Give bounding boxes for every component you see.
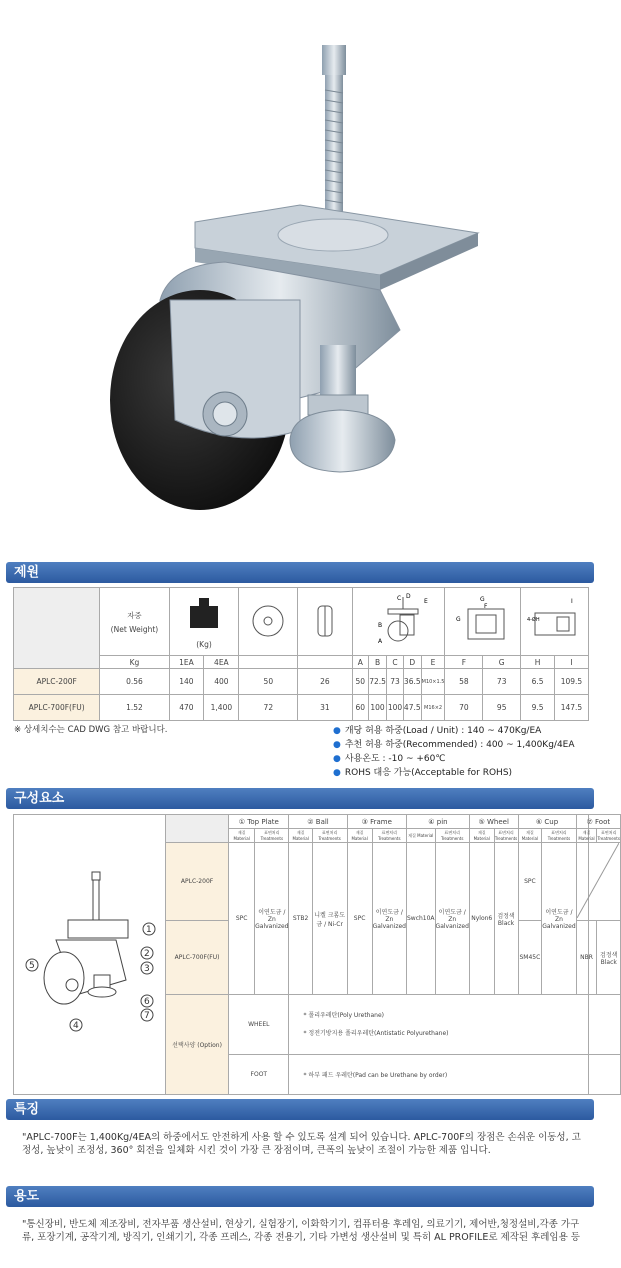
- dim-a: A: [352, 656, 369, 669]
- cell-e: M10×1.5: [421, 669, 445, 695]
- cell-b: 100: [369, 695, 387, 721]
- section-title-spec: 제원: [6, 562, 594, 583]
- cell-4ea: 400: [204, 669, 239, 695]
- unit-1ea: 1EA: [169, 656, 204, 669]
- dim-b: B: [369, 656, 387, 669]
- treatment-header: 표면처리 Treatments: [494, 830, 518, 841]
- cell-wheel: 50: [239, 669, 298, 695]
- cell-foot-treatment: 검정색 Black: [597, 921, 621, 995]
- unit-width-blank: [298, 656, 352, 669]
- wheel-side-icon: [310, 601, 340, 641]
- cell-cup-material-200: SPC: [518, 843, 542, 921]
- part-header: ⑦ Foot: [576, 815, 620, 829]
- diagram-label-b: B: [378, 621, 383, 629]
- cell-kg: 0.56: [100, 669, 169, 695]
- wheel-width-header: [298, 588, 352, 656]
- table-row: [166, 995, 621, 1055]
- cell-a: 60: [352, 695, 369, 721]
- callout-3: 3: [144, 964, 150, 974]
- diagram-label-e: E: [424, 597, 429, 605]
- cell-i: 147.5: [554, 695, 588, 721]
- part-header: ③ Frame: [347, 815, 406, 829]
- material-header: 재질 Material: [518, 829, 542, 843]
- table-row: [14, 695, 589, 721]
- part-header: ④ pin: [406, 815, 469, 829]
- wheel-option: * 폴리우레탄(Poly Urethane): [303, 1011, 384, 1019]
- part-header: ⑤ Wheel: [469, 815, 518, 829]
- table-row: [14, 669, 589, 695]
- material-header: 재질 Material: [576, 829, 597, 843]
- cell-d: 36.5: [403, 669, 421, 695]
- hole-dimension-diagram: [523, 591, 587, 651]
- diagram-label-hole: 4-ØH: [526, 616, 540, 623]
- bullet-dot-icon: ●: [333, 726, 341, 736]
- cell-wheel-treatment: 검정색 Black: [494, 843, 518, 995]
- diagonal-slash: [577, 843, 619, 918]
- bullet-dot-icon: ●: [333, 740, 341, 750]
- bullet-item: [333, 737, 575, 750]
- bullet-item: [333, 751, 445, 764]
- treatment-header: 표면처리 Treatments: [312, 829, 347, 843]
- part-header: ② Ball: [289, 815, 347, 829]
- material-header: 재질 Material: [406, 829, 435, 843]
- dim-d: D: [403, 656, 421, 669]
- section-title-uses: 용도: [6, 1186, 594, 1207]
- callout-6: 6: [144, 997, 150, 1007]
- unit-kg: Kg: [100, 656, 169, 669]
- cell-c: 100: [387, 695, 404, 721]
- spec-table: [13, 587, 589, 721]
- diagram-label-d: D: [406, 592, 412, 600]
- weight-label-en: (Net Weight): [110, 624, 159, 634]
- cell-i: 109.5: [554, 669, 588, 695]
- material-header: 재질 Material: [289, 829, 312, 843]
- dim-h: H: [521, 656, 555, 669]
- bullet-text: 개당 허용 하중(Load / Unit) : 140 ~ 470Kg/EA: [344, 726, 542, 736]
- wheel-option: * 정전기방지용 폴리우레탄(Antistatic Polyurethane): [303, 1029, 449, 1037]
- cell-f: 70: [445, 695, 483, 721]
- cell-d: 47.5: [403, 695, 421, 721]
- material-header: 재질 Material: [347, 829, 372, 843]
- cell-a: 50: [352, 669, 369, 695]
- load-header: [169, 588, 239, 656]
- table-row: [166, 1055, 621, 1095]
- model-name: APLC-200F: [14, 669, 100, 695]
- caster-dim-header: [352, 588, 445, 656]
- comp-corner: [166, 815, 229, 843]
- dim-f: F: [445, 656, 483, 669]
- weight-header: [100, 588, 169, 656]
- cell-top-plate-treatment: 이연도금 / Zn Galvanized: [255, 843, 289, 995]
- section-title-components: 구성요소: [6, 788, 594, 809]
- cell-1ea: 470: [169, 695, 204, 721]
- section-title-features: 특징: [6, 1099, 594, 1120]
- cell-4ea: 1,400: [204, 695, 239, 721]
- bullet-item: [333, 765, 512, 778]
- caster-dimension-diagram: [358, 591, 438, 651]
- cell-cup-material-700: SM45C: [518, 921, 542, 995]
- material-header: 재질 Material: [229, 829, 255, 843]
- cell-wheel-material: Nylon6: [469, 843, 494, 995]
- cell-b: 72.5: [369, 669, 387, 695]
- dim-g: G: [483, 656, 521, 669]
- plate-dimension-diagram: [448, 591, 518, 651]
- cad-note: ※ 상세치수는 CAD DWG 참고 바랍니다.: [14, 725, 168, 735]
- cell-width: 31: [298, 695, 352, 721]
- cell-e: M16×2: [421, 695, 445, 721]
- cell-f: 58: [445, 669, 483, 695]
- cell-h: 9.5: [521, 695, 555, 721]
- cell-wheel: 72: [239, 695, 298, 721]
- foot-option-label: FOOT: [229, 1055, 289, 1095]
- bullet-text: 추천 허용 하중(Recommended) : 400 ~ 1,400Kg/4EA: [344, 740, 575, 750]
- diagram-label-a: A: [378, 637, 383, 645]
- treatment-header: 표면처리 Treatments: [255, 829, 289, 843]
- wheel-front-icon: [248, 601, 288, 641]
- material-header: 재질 Material: [469, 829, 494, 843]
- dim-i: I: [554, 656, 588, 669]
- bullet-dot-icon: ●: [333, 754, 341, 764]
- cell-c: 73: [387, 669, 404, 695]
- cell-ball-treatment: 니켈 크롬도금 / Ni-Cr: [312, 843, 347, 995]
- model-name: APLC-200F: [166, 843, 229, 921]
- cell-frame-material: SPC: [347, 843, 372, 995]
- callout-1: 1: [146, 925, 152, 935]
- table-row: [166, 843, 621, 921]
- cell-frame-treatment: 이연도금 / Zn Galvanized: [372, 843, 406, 995]
- cell-h: 6.5: [521, 669, 555, 695]
- features-text: "APLC-700F는 1,400Kg/4EA의 하중에서도 안전하게 사용 할 수 있도록 설계 되어 있습니다. APLC-700F의 장점은 손쉬운 이동성, 고정성, 높낮이 조정성, 360° 회전을 일체화 시킨 것이 가장 큰 장점이며, 큰폭의 높낮이 조절이 가능한 제품 입니다.: [22, 1132, 581, 1156]
- callout-4: 4: [73, 1021, 79, 1031]
- bullet-item: [333, 723, 541, 736]
- unit-4ea: 4EA: [204, 656, 239, 669]
- bullet-text: ROHS 대응 가능(Acceptable for ROHS): [344, 768, 513, 778]
- cell-kg: 1.52: [100, 695, 169, 721]
- cell-foot-material: NBR: [576, 921, 597, 995]
- diagram-label-i: I: [570, 597, 573, 605]
- callout-2: 2: [144, 949, 150, 959]
- diagram-label-f: F: [483, 602, 488, 610]
- cell-width: 26: [298, 669, 352, 695]
- cell-g: 95: [483, 695, 521, 721]
- cell-foot-empty: [576, 843, 620, 921]
- model-name: APLC-700F(FU): [166, 921, 229, 995]
- part-header: ① Top Plate: [229, 815, 289, 829]
- dim-e: E: [421, 656, 445, 669]
- cell-top-plate-material: SPC: [229, 843, 255, 995]
- callout-5: 5: [29, 961, 35, 971]
- caster-product-image: [0, 0, 621, 540]
- part-header: ⑥ Cup: [518, 815, 576, 829]
- wheel-options: [289, 995, 621, 1055]
- diagram-label-g-side: G: [455, 615, 461, 623]
- treatment-header: 표면처리 Treatments: [372, 829, 406, 843]
- cell-pin-treatment: 이연도금 / Zn Galvanized: [435, 843, 469, 995]
- bullet-dot-icon: ●: [333, 768, 341, 778]
- dim-c: C: [387, 656, 404, 669]
- kg-icon-label: (Kg): [196, 640, 212, 649]
- weight-label: 자중: [127, 610, 142, 620]
- cell-1ea: 140: [169, 669, 204, 695]
- uses-text: "통신장비, 반도체 제조장비, 전자부품 생산설비, 현상기, 실험장기, 이화학기기, 컴퓨터용 후레임, 의료기기, 제어반,청정설비,각종 가구류, 포장기계, 공작기계, 방직기, 인쇄기기, 각종 프레스, 각종 전용기, 기타 가변성 생산설비 및 특히 AL PROFILE로 제작된 후레임용 등: [22, 1219, 580, 1243]
- diagram-label-c: C: [397, 594, 402, 602]
- cell-cup-treatment: 이연도금 / Zn Galvanized: [542, 843, 576, 995]
- wheel-diameter-header: [239, 588, 298, 656]
- cell-g: 73: [483, 669, 521, 695]
- treatment-header: 표면처리 Treatments: [435, 829, 469, 843]
- option-label: 선택사양 (Option): [166, 995, 229, 1095]
- plate-dim-header: [445, 588, 521, 656]
- callout-7: 7: [144, 1011, 150, 1021]
- exploded-diagram: [16, 870, 161, 1040]
- wheel-option-label: WHEEL: [229, 995, 289, 1055]
- diagram-label-g: G: [479, 595, 485, 603]
- hole-dim-header: [521, 588, 589, 656]
- spec-corner: [14, 588, 100, 669]
- treatment-header: 표면처리 Treatments: [542, 829, 576, 843]
- model-name: APLC-700F(FU): [14, 695, 100, 721]
- cell-ball-material: STB2: [289, 843, 312, 995]
- treatment-header: 표면처리 Treatments: [597, 830, 620, 841]
- cell-pin-material: Swch10A: [406, 843, 435, 995]
- unit-wheel-blank: [239, 656, 298, 669]
- weight-icon: [184, 594, 224, 638]
- foot-option: * 하부 패드 우레탄(Pad can be Urethane by order): [289, 1055, 621, 1095]
- bullet-text: 사용온도 : -10 ~ +60℃: [344, 754, 446, 764]
- components-table: [165, 814, 621, 1095]
